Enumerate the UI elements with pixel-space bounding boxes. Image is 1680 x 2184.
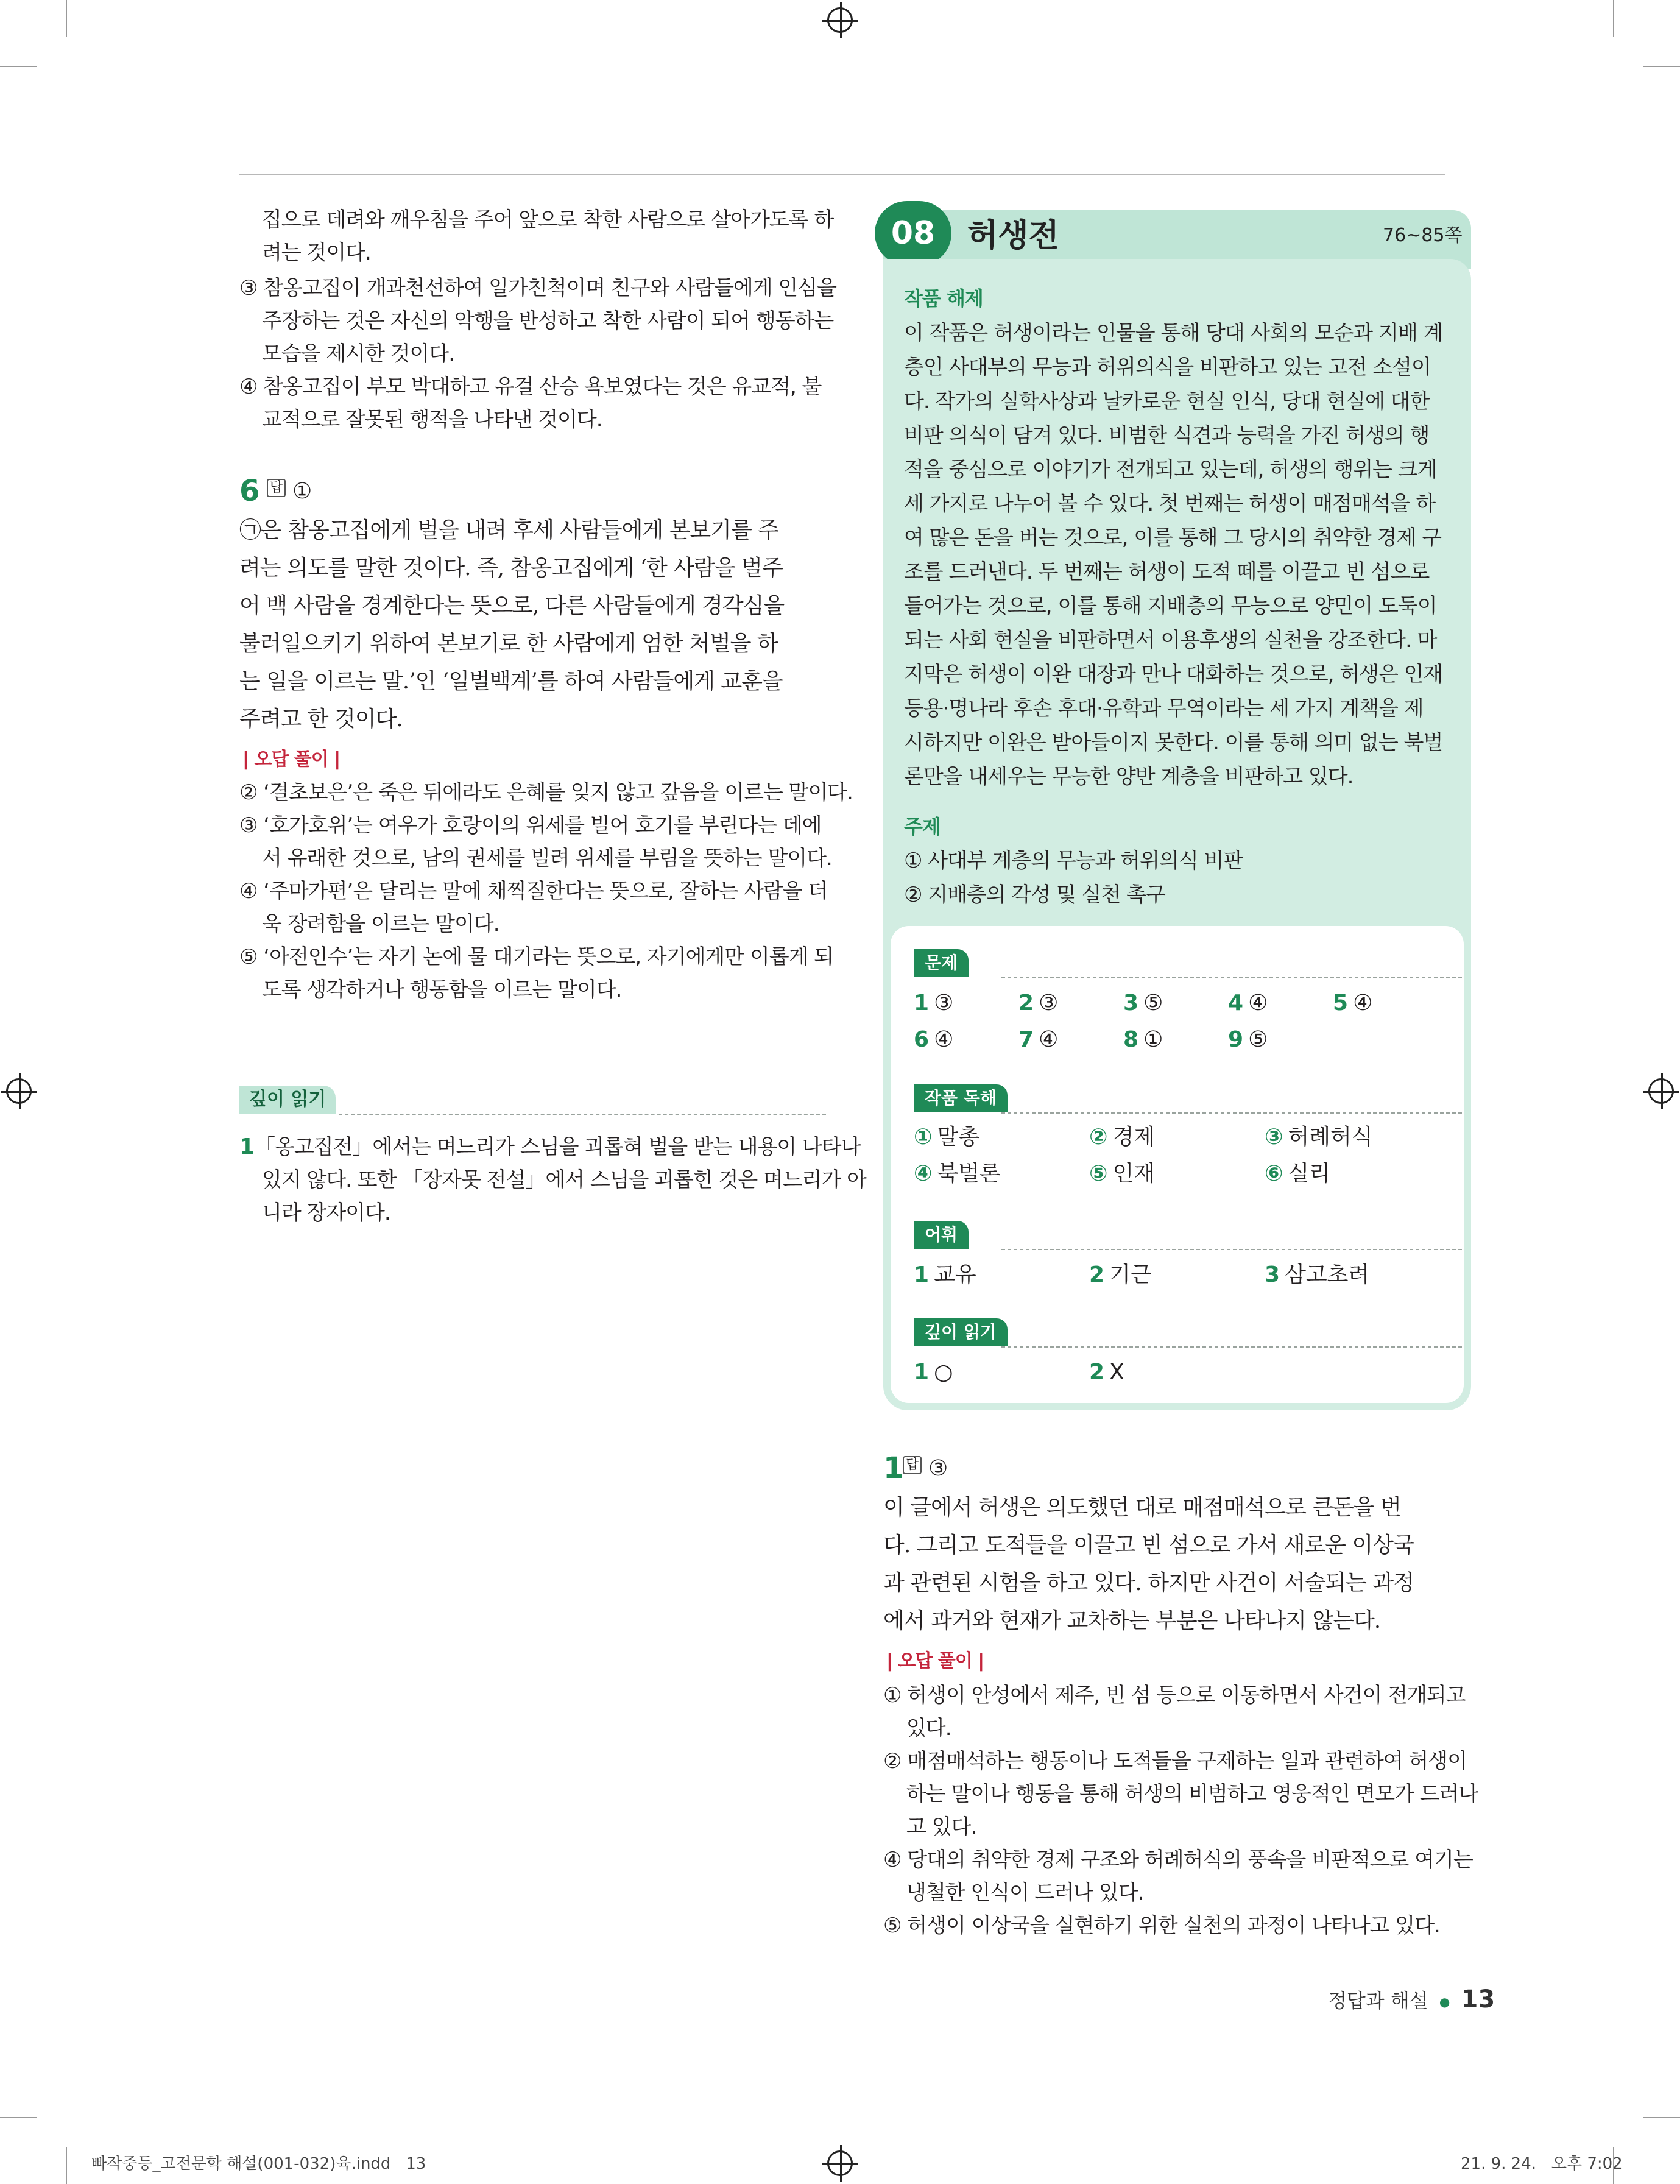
- deep-line: 니라 장자이다.: [262, 1201, 390, 1225]
- explanation-line: 는 일을 이르는 말.’인 ‘일벌백계’를 하여 사람들에게 교훈을: [239, 669, 783, 694]
- answer-item: [1089, 1356, 1124, 1389]
- wrong-item: 하는 말이나 행동을 통해 허생의 비범하고 영웅적인 면모가 드러나: [906, 1782, 1478, 1806]
- file-slug: 빠작중등_고전문학 해설(001-032)육.indd 13: [91, 2155, 426, 2173]
- answer-item-number: 2: [1089, 1262, 1105, 1287]
- list-item: 주장하는 것은 자신의 악행을 반성하고 착한 사람이 되어 행동하는: [262, 309, 834, 333]
- answer-item-number: ①: [914, 1125, 933, 1150]
- explanation-line: 이 글에서 허생은 의도했던 대로 매점매석으로 큰돈을 번: [883, 1495, 1401, 1520]
- answer-item-value: X: [1109, 1360, 1124, 1385]
- section-divider: [1001, 977, 1462, 978]
- wrong-item: ⑤ 허생이 이상국을 실현하기 위한 실천의 과정이 나타나고 있다.: [883, 1914, 1440, 1938]
- answer-label: [899, 1456, 925, 1474]
- answer-item-number: 4: [1228, 991, 1244, 1016]
- deep-number: 1: [239, 1134, 255, 1159]
- registration-mark-icon: [1648, 1078, 1674, 1104]
- intro-line: 려는 것이다.: [262, 241, 371, 265]
- deep-reading-answers-tag: 깊이 읽기: [914, 1318, 1008, 1346]
- answer-item-value: 경제: [1112, 1125, 1156, 1150]
- crop-mark: [1613, 0, 1614, 37]
- top-rule: [239, 174, 1445, 175]
- summary-line: 적을 중심으로 이야기가 전개되고 있는데, 허생의 행위는 크게: [904, 458, 1437, 482]
- answer-item: [914, 987, 953, 1020]
- deep-line: 「옹고집전」에서는 며느리가 스님을 괴롭혀 벌을 받는 내용이 나타나: [255, 1135, 861, 1159]
- answer-item-number: 2: [1018, 991, 1034, 1016]
- explanation-line: 주려고 한 것이다.: [239, 707, 403, 732]
- crop-mark: [1643, 66, 1680, 67]
- answer-item-number: 3: [1265, 1262, 1280, 1287]
- wrong-item: ② 매점매석하는 행동이나 도적들을 구제하는 일과 관련하여 허생이: [883, 1749, 1467, 1773]
- answer-value: ①: [292, 479, 312, 504]
- footer-section: 정답과 해설: [1328, 1989, 1428, 2012]
- summary-line: 여 많은 돈을 버는 것으로, 이를 통해 그 당시의 취약한 경제 구: [904, 526, 1441, 550]
- wrong-item: 고 있다.: [906, 1815, 977, 1839]
- wrong-item: ④ ‘주마가편’은 달리는 말에 채찍질한다는 뜻으로, 잘하는 사람을 더: [239, 879, 828, 903]
- answer-item-number: ③: [1265, 1125, 1283, 1150]
- answer-item: [914, 1157, 1001, 1190]
- summary-line: 등용·명나라 후손 후대·유학과 무역이라는 세 가지 계책을 제: [904, 696, 1424, 721]
- answer-item-value: ⑤: [1143, 991, 1163, 1016]
- page-number: 13: [1461, 1985, 1495, 2013]
- answer-item-value: ③: [934, 991, 954, 1016]
- list-item: 모습을 제시한 것이다.: [262, 342, 455, 366]
- answer-item: [1018, 987, 1058, 1020]
- unit-number: 08: [891, 215, 936, 252]
- explanation-line: 과 관련된 시험을 하고 있다. 하지만 사건이 서술되는 과정: [883, 1571, 1414, 1596]
- summary-line: 들어가는 것으로, 이를 통해 지배층의 무능으로 양민이 도둑이: [904, 594, 1437, 618]
- summary-title: 작품 해제: [904, 287, 983, 310]
- answer-item-value: ④: [1353, 991, 1373, 1016]
- registration-mark-icon: [827, 2150, 853, 2176]
- answer-value: ③: [928, 1456, 948, 1481]
- answer-item: [1089, 1121, 1155, 1154]
- list-item: ③ 참옹고집이 개과천선하여 일가친척이며 친구와 사람들에게 인심을: [239, 276, 836, 300]
- answer-item-value: ④: [1248, 991, 1268, 1016]
- crop-mark: [66, 2147, 67, 2184]
- answer-item-value: 인재: [1112, 1161, 1156, 1186]
- summary-line: 되는 사회 현실을 비판하면서 이용후생의 실천을 강조한다. 마: [904, 628, 1437, 652]
- answer-item-value: ⑤: [1248, 1027, 1268, 1052]
- theme-title: 주제: [904, 815, 941, 838]
- answer-item: [1018, 1023, 1058, 1056]
- page-range: 76~85쪽: [1383, 225, 1463, 246]
- answer-item-number: 1: [914, 1360, 930, 1385]
- answer-item-number: 1: [914, 1262, 930, 1287]
- summary-line: 조를 드러낸다. 두 번째는 허생이 도적 떼를 이끌고 빈 섬으로: [904, 560, 1430, 584]
- answer-item: [1265, 1259, 1369, 1292]
- summary-line: 론만을 내세우는 무능한 양반 계층을 비판하고 있다.: [904, 765, 1354, 789]
- answer-item-number: ②: [1089, 1125, 1108, 1150]
- answer-item: [1333, 987, 1372, 1020]
- answer-item-number: 2: [1089, 1360, 1105, 1385]
- summary-line: 층인 사대부의 무능과 허위의식을 비판하고 있는 고전 소설이: [904, 355, 1431, 380]
- answer-item-value: 북벌론: [937, 1161, 1001, 1186]
- answer-item: [1089, 1157, 1155, 1190]
- list-item: ④ 참옹고집이 부모 박대하고 유걸 산승 욕보였다는 것은 유교적, 불: [239, 375, 822, 399]
- unit-title: 허생전: [967, 217, 1059, 254]
- answer-item-number: 3: [1123, 991, 1139, 1016]
- explanation-line: 려는 의도를 말한 것이다. 즉, 참옹고집에게 ‘한 사람을 벌주: [239, 556, 783, 581]
- section-divider: [1001, 1249, 1462, 1250]
- page-footer: [1328, 1982, 1495, 2019]
- registration-mark-icon: [827, 7, 853, 33]
- wrong-item: ② ‘결초보은’은 죽은 뒤에라도 은혜를 잊지 않고 갚음을 이르는 말이다.: [239, 780, 853, 805]
- explanation-line: ㉠은 참옹고집에게 벌을 내려 후세 사람들에게 본보기를 주: [239, 518, 778, 543]
- deep-reading-tag: 깊이 읽기: [239, 1086, 336, 1114]
- explanation-line: 어 백 사람을 경계한다는 뜻으로, 다른 사람들에게 경각심을: [239, 593, 785, 618]
- answer-badge: 답: [903, 1456, 922, 1474]
- summary-line: 다. 작가의 실학사상과 날카로운 현실 인식, 당대 현실에 대한: [904, 389, 1430, 414]
- crop-mark: [1643, 2117, 1680, 2118]
- crop-mark: [0, 2117, 37, 2118]
- footer-dot: ●: [1439, 1995, 1450, 2009]
- answer-item: [1228, 1023, 1268, 1056]
- wrong-item: ③ ‘호가호위’는 여우가 호랑이의 위세를 빌어 호기를 부린다는 데에: [239, 813, 822, 838]
- answer-item-value: 허례허식: [1288, 1125, 1373, 1150]
- answer-item: [1265, 1157, 1330, 1190]
- wrong-item: ⑤ ‘아전인수’는 자기 논에 물 대기라는 뜻으로, 자기에게만 이롭게 되: [239, 945, 834, 969]
- answer-item-number: 6: [914, 1027, 930, 1052]
- answer-item: [1123, 1023, 1163, 1056]
- answer-item-value: 기근: [1109, 1262, 1152, 1287]
- reading-tag: 작품 독해: [914, 1084, 1008, 1112]
- wrong-answer-title: | 오답 풀이 |: [886, 1650, 984, 1672]
- theme-line: ② 지배층의 각성 및 실천 촉구: [904, 883, 1165, 907]
- section-divider: [339, 1114, 826, 1115]
- answer-item-number: ⑥: [1265, 1161, 1283, 1186]
- answer-item-number: ④: [914, 1161, 933, 1186]
- vocab-tag: 어휘: [914, 1221, 969, 1249]
- wrong-item: 서 유래한 것으로, 남의 권세를 빌려 위세를 부림을 뜻하는 말이다.: [262, 846, 832, 871]
- explanation-line: 에서 과거와 현재가 교차하는 부분은 나타나지 않는다.: [883, 1608, 1381, 1633]
- summary-line: 시하지만 이완은 받아들이지 못한다. 이를 통해 의미 없는 북벌: [904, 730, 1443, 755]
- section-divider: [1001, 1346, 1462, 1348]
- summary-line: 지막은 허생이 이완 대장과 만나 대화하는 것으로, 허생은 인재: [904, 662, 1443, 687]
- answer-item-value: 삼고초려: [1285, 1262, 1370, 1287]
- answer-item-value: 실리: [1288, 1161, 1331, 1186]
- answer-item: [914, 1356, 953, 1389]
- answer-item-value: 말총: [937, 1125, 980, 1150]
- answer-item: [914, 1259, 976, 1292]
- answer-item-number: 7: [1018, 1027, 1034, 1052]
- answer-item-value: ④: [934, 1027, 954, 1052]
- answer-item: [914, 1121, 979, 1154]
- intro-line: 집으로 데려와 깨우침을 주어 앞으로 착한 사람으로 살아가도록 하: [262, 208, 834, 232]
- wrong-item: 욱 장려함을 이르는 말이다.: [262, 912, 499, 936]
- summary-line: 세 가지로 나누어 볼 수 있다. 첫 번째는 허생이 매점매석을 하: [904, 492, 1436, 516]
- answer-label: [263, 479, 289, 497]
- answer-item-number: 1: [914, 991, 930, 1016]
- crop-mark: [0, 66, 37, 67]
- registration-mark-icon: [6, 1078, 32, 1104]
- answer-item-number: 8: [1123, 1027, 1139, 1052]
- explanation-line: 다. 그리고 도적들을 이끌고 빈 섬으로 가서 새로운 이상국: [883, 1533, 1414, 1558]
- answer-item: [1089, 1259, 1152, 1292]
- wrong-item: ① 허생이 안성에서 제주, 빈 섬 등으로 이동하면서 사건이 전개되고: [883, 1683, 1466, 1708]
- answer-item-number: 5: [1333, 991, 1349, 1016]
- deep-line: 있지 않다. 또한 「장자못 전설」에서 스님을 괴롭힌 것은 며느리가 아: [262, 1168, 867, 1192]
- theme-line: ① 사대부 계층의 무능과 허위의식 비판: [904, 849, 1243, 873]
- answer-badge: 답: [267, 479, 286, 497]
- question-number: 1: [883, 1451, 904, 1485]
- summary-line: 비판 의식이 담겨 있다. 비범한 식견과 능력을 가진 허생의 행: [904, 423, 1430, 448]
- list-item: 교적으로 잘못된 행적을 나타낸 것이다.: [262, 408, 602, 432]
- answer-item-number: 9: [1228, 1027, 1244, 1052]
- answer-item: [1228, 987, 1268, 1020]
- answer-item-value: 교유: [934, 1262, 976, 1287]
- answer-item-value: ③: [1039, 991, 1059, 1016]
- file-date: 21. 9. 24. 오후 7:02: [1461, 2155, 1623, 2173]
- wrong-item: ④ 당대의 취약한 경제 구조와 허례허식의 풍속을 비판적으로 여기는: [883, 1848, 1473, 1872]
- question-number: 6: [239, 474, 260, 508]
- answer-item: [1123, 987, 1163, 1020]
- wrong-item: 있다.: [906, 1716, 951, 1740]
- answer-item-value: ④: [1039, 1027, 1059, 1052]
- answer-item-number: ⑤: [1089, 1161, 1108, 1186]
- wrong-item: 냉철한 인식이 드러나 있다.: [906, 1881, 1144, 1905]
- wrong-item: 도록 생각하거나 행동함을 이르는 말이다.: [262, 978, 622, 1002]
- summary-line: 이 작품은 허생이라는 인물을 통해 당대 사회의 모순과 지배 계: [904, 321, 1443, 345]
- wrong-answer-title: | 오답 풀이 |: [242, 749, 341, 770]
- section-divider: [1001, 1112, 1462, 1114]
- answer-item-value: ①: [1143, 1027, 1163, 1052]
- answer-item: [914, 1023, 953, 1056]
- explanation-line: 불러일으키기 위하여 본보기로 한 사람에게 엄한 처벌을 하: [239, 631, 778, 656]
- problems-tag: 문제: [914, 949, 969, 977]
- answer-item: [1265, 1121, 1373, 1154]
- crop-mark: [66, 0, 67, 37]
- answer-item-value: ○: [934, 1360, 953, 1385]
